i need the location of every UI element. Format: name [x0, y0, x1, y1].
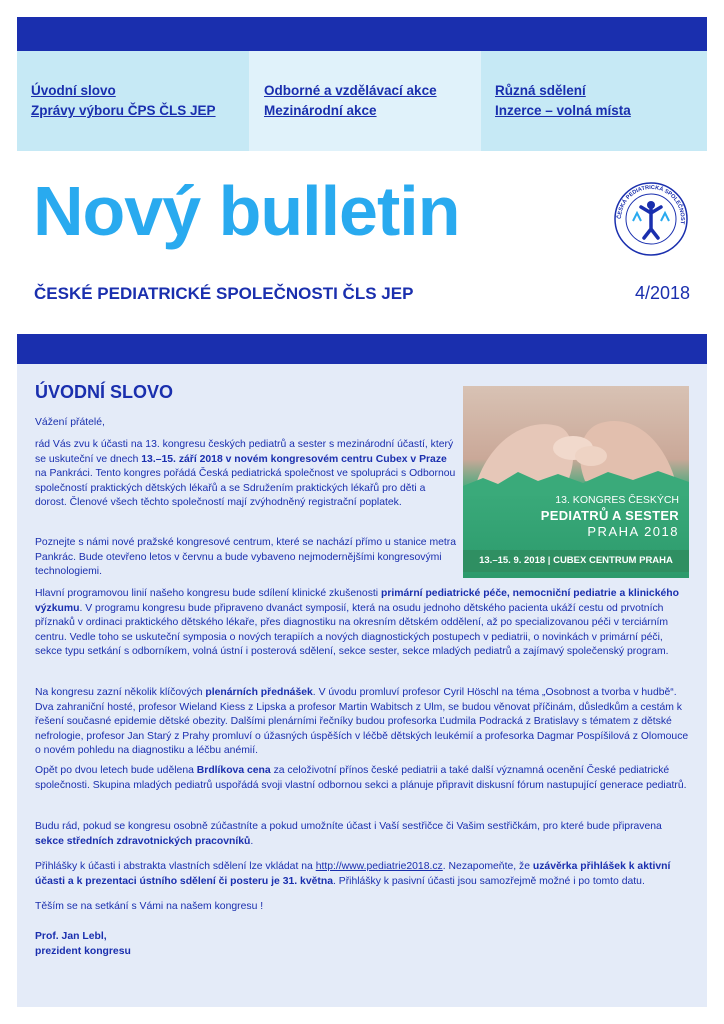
- nav-link-inzerce[interactable]: Inzerce – volná místa: [495, 103, 631, 118]
- promo-dates: 13.–15. 9. 2018 | CUBEX CENTRUM PRAHA: [463, 550, 689, 572]
- paragraph-4: [35, 686, 689, 759]
- society-logo-icon: [613, 181, 689, 257]
- congress-promo-image: [463, 386, 689, 578]
- bulletin-title: Nový bulletin: [33, 172, 460, 250]
- nav-column-2: [249, 51, 481, 151]
- issue-number: 4/2018: [634, 283, 690, 303]
- paragraph-1: [35, 438, 459, 511]
- p6-text-end: .: [250, 835, 254, 847]
- nav-column-1: [17, 51, 249, 151]
- svg-text:ČESKÁ PEDIATRICKÁ SPOLEČNOST: ČESKÁ PEDIATRICKÁ SPOLEČNOST: [616, 184, 686, 225]
- paragraph-7: [35, 860, 689, 889]
- p4-text: Na kongresu zazní několik klíčových: [35, 687, 206, 698]
- promo-line-2: PEDIATRŮ A SESTER: [540, 508, 679, 523]
- p5-text-end: za celoživotní přínos české pediatrii a také další významná ocenění České pediatrické společnosti. Skupina mladých pediatrů uspořádá svoji vlastní odbornou sekci a plánuje připravit diskusní fórum nastupující generace pediatrů.: [35, 765, 687, 791]
- p1-bold: 13.–15. září 2018 v novém kongresovém centru Cubex v Praze: [141, 453, 447, 465]
- p3-bold: primární pediatrické péče, nemocniční pediatrie a klinického výzkumu: [35, 588, 679, 614]
- p3-text: Hlavní programovou linií našeho kongresu bude sdílení klinické zkušenosti: [35, 588, 381, 599]
- nav-link-mezinarodni-akce[interactable]: Mezinárodní akce: [264, 103, 377, 118]
- p1-text-end: na Pankráci. Tento kongres pořádá Česká pediatrická společnost ve spolupráci s Odbornou společností praktických dětských lékařů a se Sdružením praktických lékařů pro děti a dorost. Členové všech těchto společností mají zvýhodněný registrační poplatek.: [35, 468, 456, 509]
- p6-text: Budu rád, pokud se kongresu osobně zúčastníte a pokud umožníte účast i Vaší sestřičce či Vašim sestřičkám, pro které bude připravena: [35, 821, 662, 832]
- masthead: [17, 151, 707, 334]
- p1-text: rád Vás zvu k účasti na 13. kongresu českých pediatrů a sester s mezinárodní účastí, který se uskuteční ve dnech: [35, 439, 454, 465]
- article-heading: ÚVODNÍ SLOVO: [35, 382, 174, 402]
- hands-illustration-icon: [463, 386, 689, 496]
- promo-line-3: PRAHA 2018: [587, 524, 679, 539]
- article-panel: [17, 364, 707, 1007]
- p5-bold: Brdlíkova cena: [196, 765, 271, 776]
- congress-website-link[interactable]: http://www.pediatrie2018.cz: [315, 861, 443, 872]
- p4-bold: plenárních přednášek: [205, 687, 313, 698]
- paragraph-2: Poznejte s námi nové pražské kongresové centrum, které se nachází přímo u stanice metra Pankrác. Bude otevřeno letos v červnu a bude vybaveno nejmodernějšími kongresovými technologiemi.: [35, 537, 457, 578]
- nav-link-zpravy-vyboru[interactable]: Zprávy výboru ČPS ČLS JEP: [31, 103, 216, 118]
- paragraph-8: Těším se na setkání s Vámi na našem kongresu !: [35, 901, 264, 912]
- nav-column-3: [481, 51, 707, 151]
- nav-link-odborne-akce[interactable]: Odborné a vzdělávací akce: [264, 83, 437, 98]
- separator-band: [17, 334, 707, 364]
- nav-link-ruzna-sdeleni[interactable]: Různá sdělení: [495, 83, 586, 98]
- bulletin-subtitle: ČESKÉ PEDIATRICKÉ SPOLEČNOSTI ČLS JEP: [34, 284, 414, 303]
- p7-bold: uzávěrka přihlášek k aktivní účasti a k prezentaci ústního sdělení či posteru je 31. května: [35, 861, 671, 887]
- paragraph-5: [35, 764, 689, 793]
- signature-role: prezident kongresu: [35, 945, 131, 957]
- salutation: Vážení přátelé,: [35, 417, 105, 428]
- signature-name: Prof. Jan Lebl,: [35, 931, 107, 942]
- p7-text-end: . Přihlášky k pasivní účasti jsou samozřejmě možné i po tomto datu.: [332, 875, 645, 887]
- top-bar: [17, 17, 707, 51]
- p6-bold: sekce středních zdravotnických pracovníků: [35, 835, 251, 847]
- p4-text-end: . V úvodu promluví profesor Cyril Höschl na téma „Osobnost a tvorba v hudbě“. Dva zahraniční hosté, profesor Wieland Kiess z Lipska a profesor Martin Wabitsch z Ulm, se budou věnovat příčinám, důsledkům a cestám k řešení současné epidemie dětské obezity. Dalšími plenárními řečníky budou profesorka Ľudmila Podracká z Bratislavy s tématem z dětské nefrologie, profesor Jan Starý z Prahy promluví o úžasných úspěších v léčbě dětských leukémií a profesorka Dagmar Pospíšilová z Olomouce o novém pohledu na diagnostiku a léčbu anémií.: [35, 687, 689, 757]
- signature: [35, 930, 131, 959]
- p3-text-end: . V programu kongresu bude připraveno dvanáct symposií, která na osudu jednoho dětského pacienta ukáží cestu od prvotních příznaků v ordinaci praktického dětského lékaře, přes diagnostiku na okresním dětském oddělení, až po specializovanou péči v terciárním centru. Vedle toho se uskuteční symposia o nových terapiích a nových diagnostických postupech v pediatrii, o novinkách v primární péči, sekce typu setkání s odborníkem, volná ústní i posterová sdělení, sekce sester, sekce mladých pediatrů a zajímavý společenský program.: [35, 602, 669, 658]
- paragraph-6: [35, 820, 689, 849]
- p5-text: Opět po dvou letech bude udělena: [35, 765, 197, 776]
- paragraph-3: [35, 587, 689, 660]
- promo-line-1: 13. KONGRES ČESKÝCH: [555, 494, 679, 506]
- nav-link-uvodni-slovo[interactable]: Úvodní slovo: [31, 83, 116, 98]
- p7-text-mid: . Nezapomeňte, že: [442, 861, 533, 872]
- section-nav: [17, 51, 707, 151]
- p7-text: Přihlášky k účasti i abstrakta vlastních sdělení lze vkládat na: [35, 861, 316, 872]
